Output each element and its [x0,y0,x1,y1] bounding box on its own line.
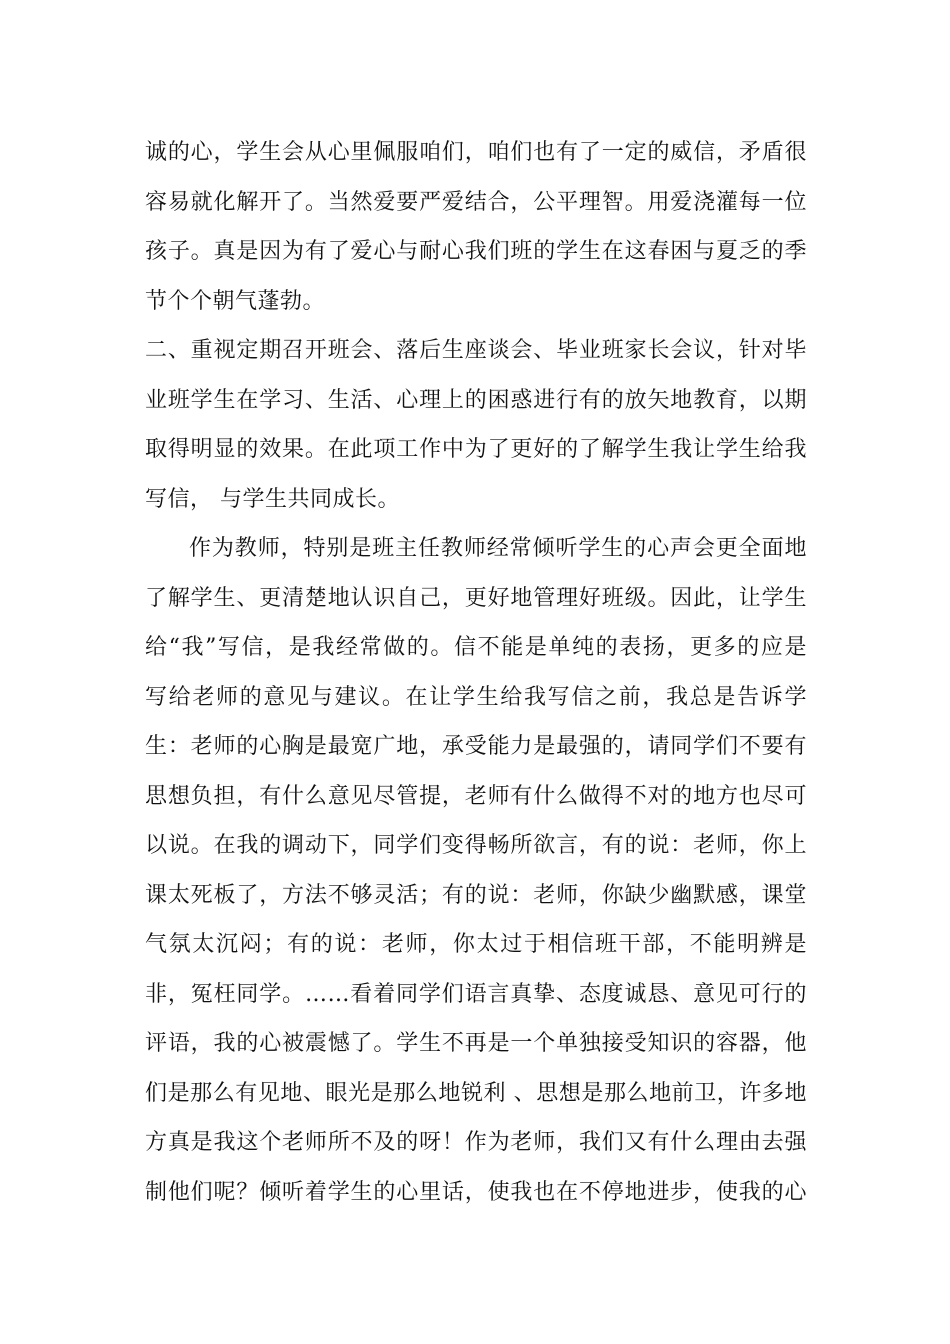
text-line: 容易就化解开了。当然爱要严爱结合，公平理智。用爱浇灌每一位 [145,189,807,215]
text-line: 取得明显的效果。在此项工作中为了更好的了解学生我让学生给我 [145,437,807,462]
text-line: 制他们呢？倾听着学生的心里话，使我也在不停地进步，使我的心 [145,1179,807,1205]
body-text [145,128,807,1217]
text-line: 业班学生在学习、生活、心理上的困惑进行有的放矢地教育，以期 [145,387,807,413]
text-line: 写给老师的意见与建议。在让学生给我写信之前，我总是告诉学 [145,684,807,710]
text-line: 给“我”写信，是我经常做的。信不能是单纯的表扬，更多的应是 [145,635,807,660]
text-line: 课太死板了，方法不够灵活；有的说：老师，你缺少幽默感，课堂 [145,882,807,908]
text-line: 节个个朝气蓬勃。 [145,288,326,314]
text-line: 非，冤枉同学。……看着同学们语言真挚、态度诚恳、意见可行的 [145,981,807,1007]
text-line: 思想负担，有什么意见尽管提，老师有什么做得不对的地方也尽可 [145,783,807,809]
text-line: 气氛太沉闷；有的说：老师，你太过于相信班干部，不能明辨是 [145,932,807,957]
text-line: 以说。在我的调动下，同学们变得畅所欲言，有的说：老师，你上 [145,833,807,858]
text-line: 评语，我的心被震憾了。学生不再是一个单独接受知识的容器，他 [145,1031,807,1056]
text-line: 作为教师，特别是班主任教师经常倾听学生的心声会更全面地 [189,536,807,561]
text-line: 方真是我这个老师所不及的呀！作为老师，我们又有什么理由去强 [145,1130,807,1155]
text-line: 孩子。真是因为有了爱心与耐心我们班的学生在这春困与夏乏的季 [145,239,807,264]
text-line: 诚的心，学生会从心里佩服咱们，咱们也有了一定的威信，矛盾很 [145,140,807,165]
text-line: 生：老师的心胸是最宽广地，承受能力是最强的，请同学们不要有 [145,734,807,759]
text-line: 写信， 与学生共同成长。 [145,486,400,512]
text-line: 二、重视定期召开班会、落后生座谈会、毕业班家长会议，针对毕 [145,338,807,363]
text-line: 们是那么有见地、眼光是那么地锐利 、思想是那么地前卫，许多地 [145,1080,807,1106]
text-line: 了解学生、更清楚地认识自己，更好地管理好班级。因此，让学生 [145,585,807,611]
